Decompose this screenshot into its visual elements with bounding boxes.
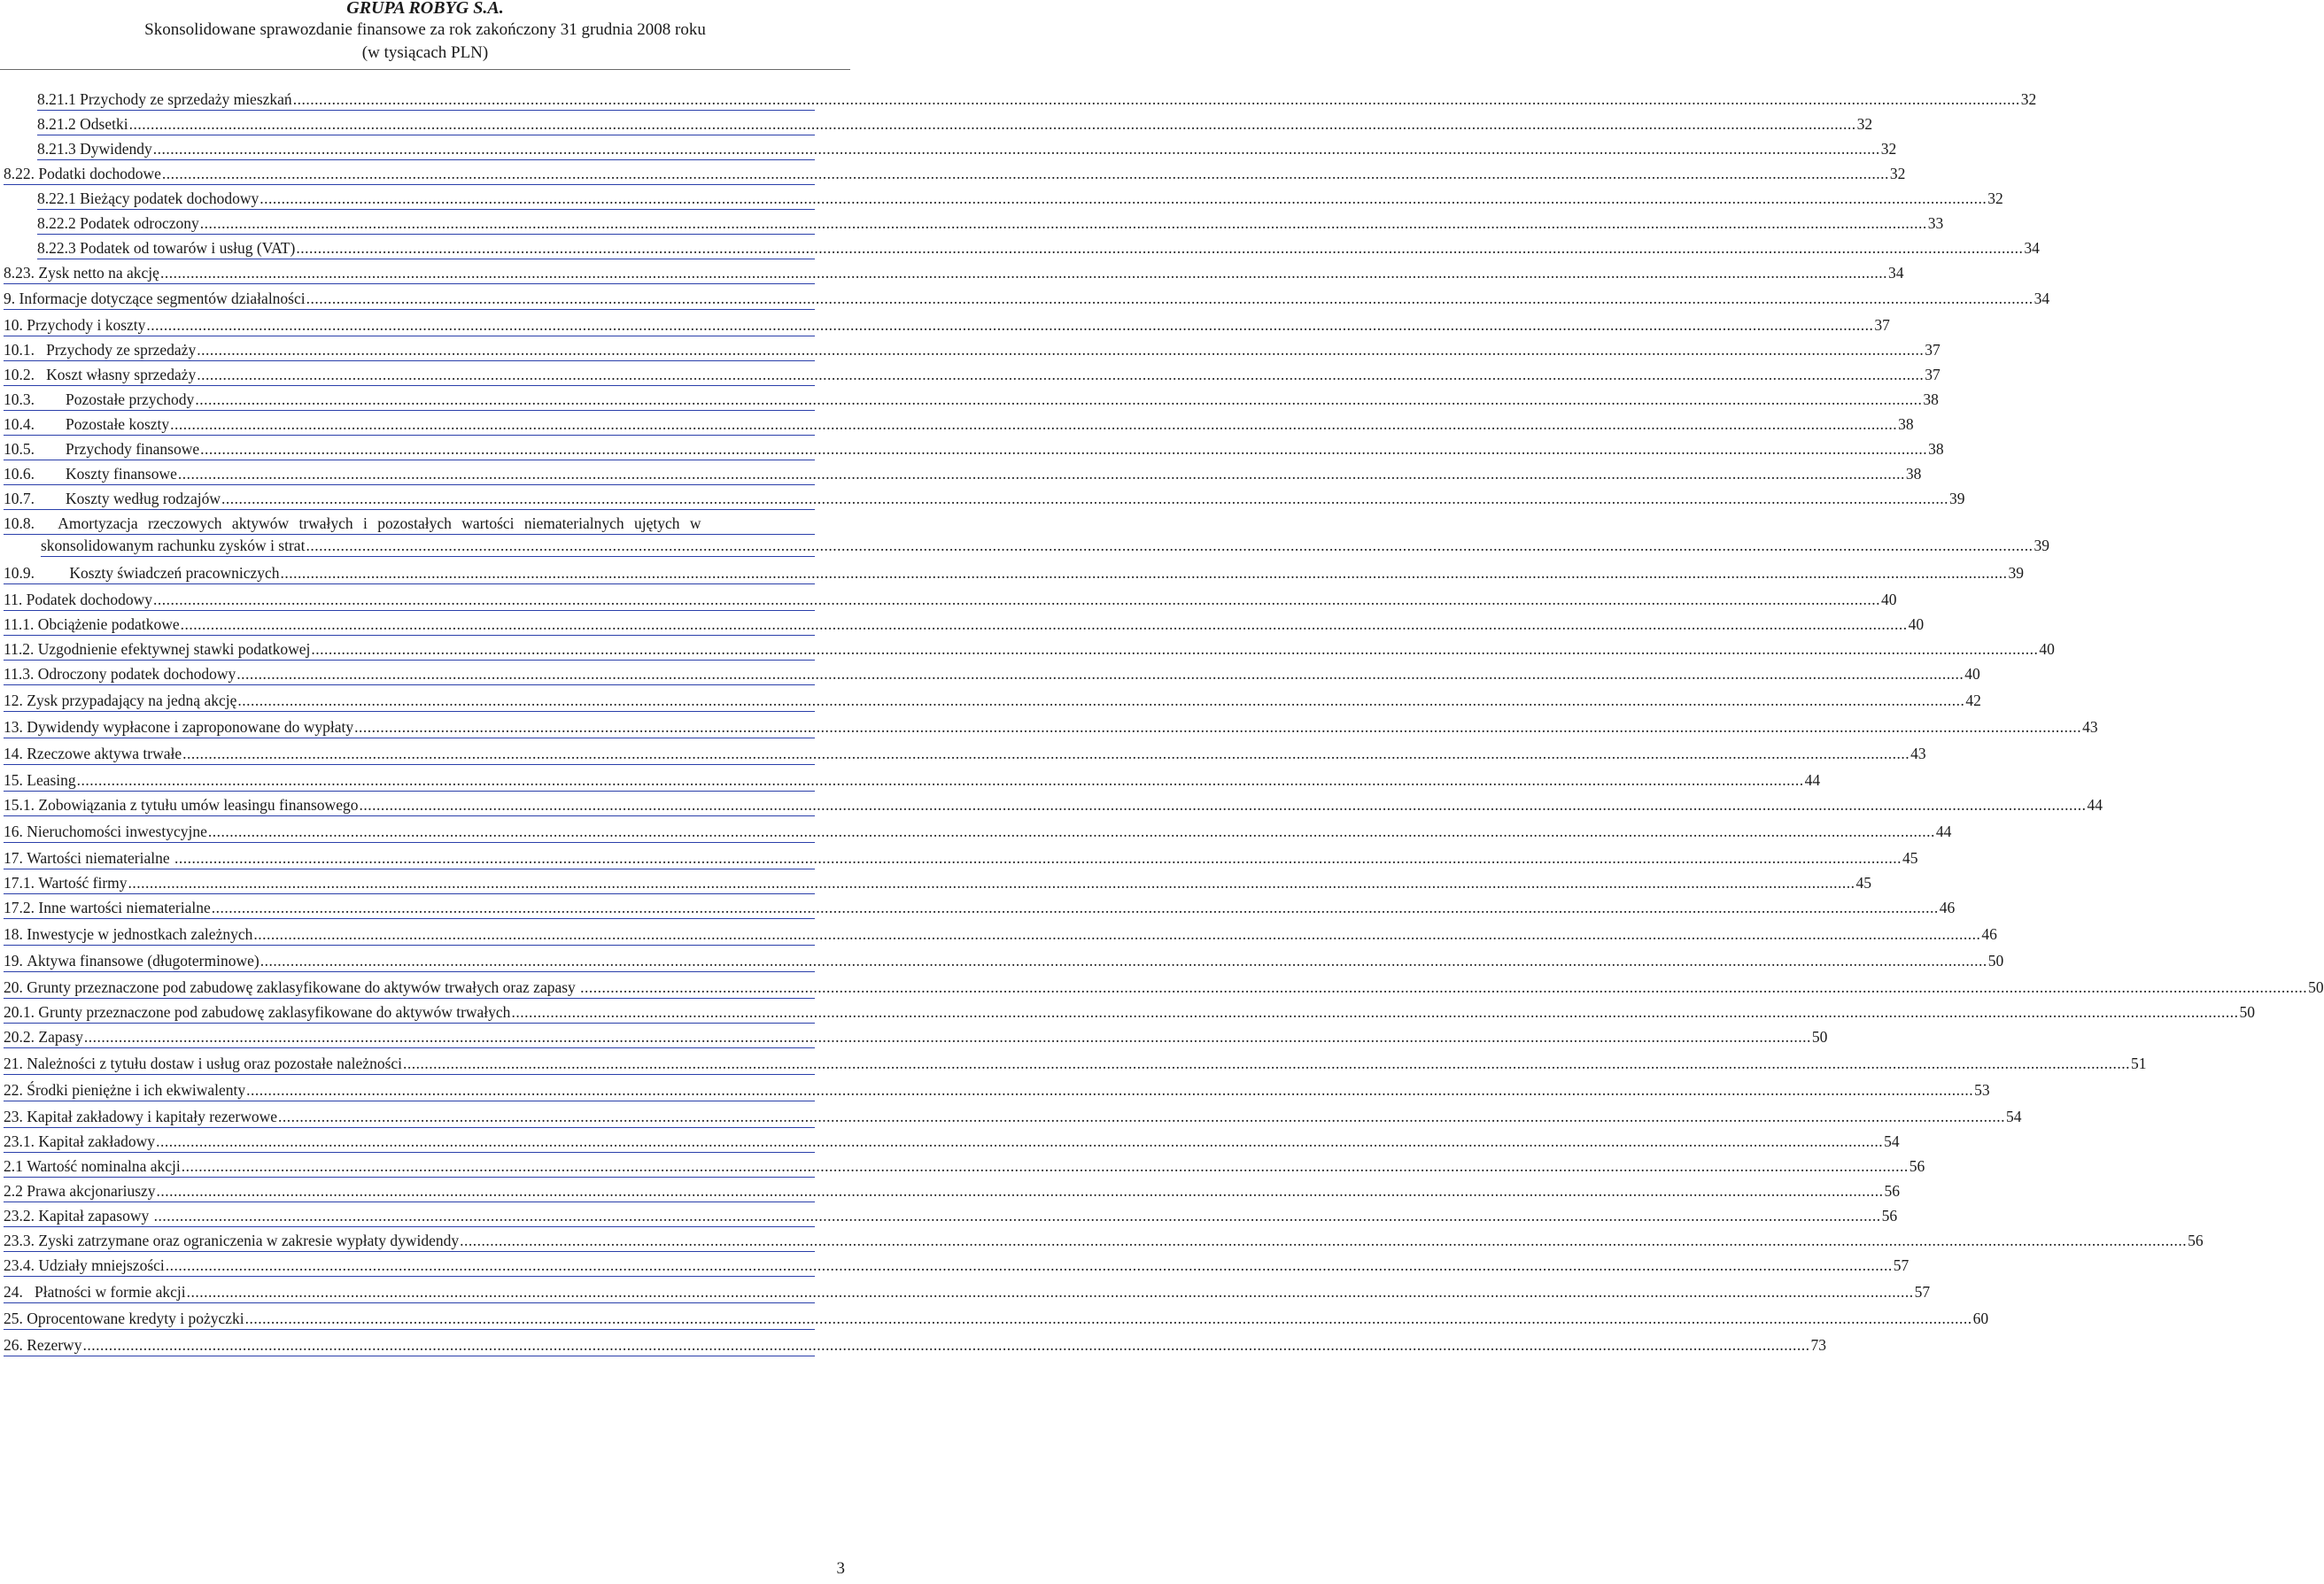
toc-leader-dots: ................................................................................................................................................................................................................................................................................................................................................................................................................ <box>152 140 1880 158</box>
toc-leader-dots: ................................................................................................................................................................................................................................................................................................................................................................................................................ <box>177 465 1905 483</box>
toc-entry-title: Aktywa finansowe (długoterminowe) <box>27 952 260 970</box>
toc-entry-page: 33 <box>1927 214 1944 232</box>
toc-leader-dots: ................................................................................................................................................................................................................................................................................................................................................................................................................ <box>246 1081 1974 1099</box>
toc-entry-title: Zobowiązania z tytułu umów leasingu finansowego <box>38 796 359 814</box>
toc-leader-dots: ................................................................................................................................................................................................................................................................................................................................................................................................................ <box>260 952 1987 970</box>
toc-entry[interactable] <box>4 1026 1828 1051</box>
toc-entry[interactable] <box>4 1281 1931 1306</box>
toc-leader-dots: ................................................................................................................................................................................................................................................................................................................................................................................................................ <box>354 718 2082 736</box>
toc-entry-page: 57 <box>1893 1256 1910 1274</box>
toc-entry[interactable] <box>4 1255 1910 1279</box>
toc-entry-title: Przychody finansowe <box>66 440 200 458</box>
toc-entry[interactable] <box>4 1205 1898 1230</box>
toc-leader-dots: ................................................................................................................................................................................................................................................................................................................................................................................................................ <box>260 189 1987 207</box>
toc-leader-dots: ................................................................................................................................................................................................................................................................................................................................................................................................................ <box>221 490 1948 507</box>
toc-entry-title: Prawa akcjonariuszy <box>27 1182 156 1200</box>
toc-entry-page: 56 <box>1909 1157 1925 1175</box>
toc-entry-title: Dywidendy <box>80 140 152 158</box>
toc-entry[interactable] <box>4 562 2024 587</box>
toc-entry-page: 57 <box>1914 1283 1931 1301</box>
toc-entry-number: 12. <box>4 692 27 709</box>
toc-leader-dots: ................................................................................................................................................................................................................................................................................................................................................................................................................ <box>460 1232 2188 1249</box>
toc-entry[interactable] <box>4 1230 2204 1255</box>
toc-entry-page: 45 <box>1902 849 1918 867</box>
toc-entry-title: Dywidendy wypłacone i zaproponowane do wypłaty <box>27 718 354 736</box>
toc-entry[interactable] <box>4 663 1980 688</box>
toc-entry-title: Udziały mniejszości <box>38 1256 165 1274</box>
toc-entry-page: 32 <box>2020 90 2037 108</box>
toc-entry-number: 10.3. <box>4 390 66 408</box>
toc-entry[interactable] <box>4 488 1965 513</box>
company-name: GRUPA ROBYG S.A. <box>346 0 504 18</box>
toc-entry-title: Bieżący podatek dochodowy <box>80 189 260 207</box>
toc-leader-dots: ................................................................................................................................................................................................................................................................................................................................................................................................................ <box>159 264 1887 282</box>
toc-entry[interactable] <box>37 188 2003 212</box>
toc-entry-number: 15. <box>4 771 27 789</box>
toc-entry-number: 10.8. <box>4 514 58 532</box>
toc-entry[interactable] <box>4 1001 2255 1026</box>
toc-entry-number: 10.7. <box>4 490 66 507</box>
toc-entry-page: 43 <box>2082 718 2098 736</box>
toc-entry[interactable] <box>4 821 1952 846</box>
toc-leader-dots: ................................................................................................................................................................................................................................................................................................................................................................................................................ <box>146 316 1874 334</box>
toc-leader-dots: ................................................................................................................................................................................................................................................................................................................................................................................................................ <box>174 849 1902 867</box>
toc-leader-dots: ................................................................................................................................................................................................................................................................................................................................................................................................................ <box>161 165 1889 182</box>
report-title: Skonsolidowane sprawozdanie finansowe za rok zakończony 31 grudnia 2008 roku <box>144 20 706 39</box>
toc-entry[interactable] <box>4 314 1890 339</box>
toc-entry-title: Wartość firmy <box>38 874 128 892</box>
toc-entry[interactable] <box>4 614 1925 638</box>
toc-entry-number: 10.5. <box>4 440 66 458</box>
toc-entry-page: 73 <box>1810 1336 1826 1354</box>
toc-leader-dots: ................................................................................................................................................................................................................................................................................................................................................................................................................ <box>292 90 2020 108</box>
toc-entry-page: 39 <box>2034 537 2049 554</box>
toc-leader-dots: ................................................................................................................................................................................................................................................................................................................................................................................................................ <box>359 796 2087 814</box>
toc-leader-dots: ................................................................................................................................................................................................................................................................................................................................................................................................................ <box>278 1108 2006 1125</box>
toc-entry-page: 32 <box>1987 189 2003 207</box>
toc-entry[interactable] <box>4 463 1922 488</box>
toc-entry-title: Kapitał zapasowy <box>38 1207 153 1225</box>
toc-entry-title: Pozostałe przychody <box>66 390 195 408</box>
toc-entry-title: Koszty finansowe <box>66 465 177 483</box>
toc-entry-title: Pozostałe koszty <box>66 415 170 433</box>
toc-entry-number: 20.2. <box>4 1028 39 1046</box>
toc-entry[interactable] <box>4 1180 1901 1205</box>
toc-entry-page: 34 <box>1887 264 1904 282</box>
toc-leader-dots: ................................................................................................................................................................................................................................................................................................................................................................................................................ <box>197 366 1925 383</box>
toc-entry[interactable] <box>4 1131 1900 1155</box>
toc-entry-number: 8.22.2 <box>37 214 81 232</box>
toc-entry[interactable] <box>4 950 2004 975</box>
toc-leader-dots: ................................................................................................................................................................................................................................................................................................................................................................................................................ <box>403 1055 2131 1072</box>
toc-entry-title: Koszty świadczeń pracowniczych <box>69 564 280 582</box>
toc-entry-title: Leasing <box>27 771 76 789</box>
toc-entry[interactable] <box>4 163 1906 188</box>
toc-leader-dots: ................................................................................................................................................................................................................................................................................................................................................................................................................ <box>244 1310 1972 1327</box>
toc-entry-number: 10.2. <box>4 366 47 383</box>
toc-entry-title: Obciążenie podatkowe <box>37 615 180 633</box>
toc-entry[interactable] <box>4 1053 2147 1078</box>
toc-leader-dots: ................................................................................................................................................................................................................................................................................................................................................................................................................ <box>156 1182 1884 1200</box>
toc-entry[interactable] <box>4 1334 1826 1359</box>
toc-leader-dots: ................................................................................................................................................................................................................................................................................................................................................................................................................ <box>153 591 1881 608</box>
toc-entry-page: 34 <box>2034 290 2050 307</box>
toc-entry-number: 17.1. <box>4 874 39 892</box>
toc-leader-dots: ................................................................................................................................................................................................................................................................................................................................................................................................................ <box>128 115 1856 133</box>
toc-entry[interactable] <box>4 794 2103 819</box>
toc-entry-title: Koszt własny sprzedaży <box>46 366 197 383</box>
toc-entry-title: Podatki dochodowe <box>38 165 161 182</box>
toc-entry-number: 23.3. <box>4 1232 39 1249</box>
toc-entry-title: Rzeczowe aktywa trwałe <box>27 745 182 762</box>
toc-leader-dots: ................................................................................................................................................................................................................................................................................................................................................................................................................ <box>181 1157 1909 1175</box>
toc-leader-dots: ................................................................................................................................................................................................................................................................................................................................................................................................................ <box>153 1207 1881 1225</box>
toc-entry-number: 10.6. <box>4 465 66 483</box>
toc-entry-title: Wartości niematerialne <box>27 849 174 867</box>
toc-leader-dots: ................................................................................................................................................................................................................................................................................................................................................................................................................ <box>253 925 1981 943</box>
toc-entry-number: 10.1. <box>4 341 47 359</box>
toc-entry-page: 38 <box>1898 415 1914 433</box>
toc-entry[interactable] <box>4 589 1897 614</box>
toc-entry-number: 8.22. <box>4 165 39 182</box>
toc-entry-number: 13. <box>4 718 27 736</box>
toc-leader-dots: ................................................................................................................................................................................................................................................................................................................................................................................................................ <box>180 615 1908 633</box>
toc-leader-dots: ................................................................................................................................................................................................................................................................................................................................................................................................................ <box>156 1132 1884 1150</box>
toc-entry-title: Inwestycje w jednostkach zależnych <box>27 925 253 943</box>
toc-entry-title: Podatek odroczony <box>80 214 199 232</box>
toc-leader-dots: ................................................................................................................................................................................................................................................................................................................................................................................................................ <box>197 341 1925 359</box>
toc-entry-number: 8.21.3 <box>37 140 81 158</box>
toc-entry-number: 23.2. <box>4 1207 39 1225</box>
toc-entry-page: 40 <box>1881 591 1897 608</box>
toc-entry-number: 2.1 <box>4 1157 27 1175</box>
currency-unit: (w tysiącach PLN) <box>361 43 489 62</box>
toc-entry-number: 8.21.2 <box>37 115 81 133</box>
toc-leader-dots: ................................................................................................................................................................................................................................................................................................................................................................................................................ <box>170 415 1898 433</box>
toc-entry-number: 18. <box>4 925 27 943</box>
toc-entry[interactable] <box>4 1079 1990 1104</box>
toc-entry-title: Odsetki <box>80 115 128 133</box>
toc-entry[interactable] <box>4 413 1914 438</box>
toc-entry[interactable] <box>4 1106 2022 1131</box>
toc-entry[interactable] <box>4 262 1904 287</box>
toc-entry-title: Przychody ze sprzedaży <box>46 341 197 359</box>
toc-entry[interactable] <box>37 113 1873 138</box>
toc-entry-page: 44 <box>2087 796 2103 814</box>
toc-entry-number: 10.4. <box>4 415 66 433</box>
toc-entry[interactable] <box>37 89 2037 113</box>
toc-entry-title: Nieruchomości inwestycyjne <box>27 823 207 840</box>
toc-leader-dots: ................................................................................................................................................................................................................................................................................................................................................................................................................ <box>580 978 2308 996</box>
toc-entry-number: 14. <box>4 745 27 762</box>
toc-leader-dots: ................................................................................................................................................................................................................................................................................................................................................................................................................ <box>186 1283 1914 1301</box>
toc-entry-title: Uzgodnienie efektywnej stawki podatkowej <box>37 640 311 658</box>
toc-entry-title: Koszty według rodzajów <box>66 490 221 507</box>
toc-entry[interactable] <box>4 1155 1925 1180</box>
toc-entry-number: 22. <box>4 1081 27 1099</box>
toc-leader-dots: ................................................................................................................................................................................................................................................................................................................................................................................................................ <box>195 390 1923 408</box>
toc-entry-title: Zysk netto na akcję <box>38 264 159 282</box>
toc-leader-dots: ................................................................................................................................................................................................................................................................................................................................................................................................................ <box>236 665 1964 683</box>
document-header <box>0 0 850 65</box>
toc-entry-page: 53 <box>1974 1081 1990 1099</box>
toc-entry-title: Inne wartości niematerialne <box>38 899 211 916</box>
toc-leader-dots: ................................................................................................................................................................................................................................................................................................................................................................................................................ <box>237 692 1965 709</box>
toc-entry[interactable] <box>4 288 2050 313</box>
toc-entry-number: 17. <box>4 849 27 867</box>
toc-entry-title: Kapitał zakładowy <box>38 1132 156 1150</box>
toc-entry-number: 8.23. <box>4 264 39 282</box>
toc-entry-number: 11.3. <box>4 665 38 683</box>
toc-entry-page: 40 <box>1908 615 1925 633</box>
toc-entry-number: 20. <box>4 978 27 996</box>
toc-entry-page: 51 <box>2131 1055 2147 1072</box>
toc-entry[interactable] <box>4 923 1997 948</box>
toc-entry-page: 37 <box>1874 316 1890 334</box>
toc-entry-page: 37 <box>1925 341 1941 359</box>
toc-entry-number: 10. <box>4 316 27 334</box>
toc-entry-page: 40 <box>1964 665 1980 683</box>
page-number: 3 <box>836 1559 845 1578</box>
toc-entry-number: 23. <box>4 1108 27 1125</box>
toc-entry[interactable] <box>4 769 1821 794</box>
toc-entry-page: 38 <box>1928 440 1944 458</box>
toc-entry-title: Amortyzacja rzeczowych aktywów trwałych i pozostałych wartości niematerialnych ujętych w <box>58 514 701 532</box>
toc-leader-dots: ................................................................................................................................................................................................................................................................................................................................................................................................................ <box>511 1003 2239 1021</box>
toc-leader-dots: ................................................................................................................................................................................................................................................................................................................................................................................................................ <box>311 640 2039 658</box>
toc-entry[interactable] <box>37 212 1944 237</box>
toc-entry-title: Podatek od towarów i usług (VAT) <box>80 239 296 257</box>
toc-entry[interactable] <box>4 638 2055 663</box>
toc-entry-number: 23.1. <box>4 1132 39 1150</box>
toc-entry[interactable] <box>37 237 2040 262</box>
toc-entry[interactable] <box>4 872 1872 897</box>
toc-leader-dots: ................................................................................................................................................................................................................................................................................................................................................................................................................ <box>83 1028 1811 1046</box>
toc-entry-page: 50 <box>2239 1003 2255 1021</box>
toc-entry[interactable] <box>4 513 2049 559</box>
toc-entry[interactable] <box>4 364 1941 389</box>
toc-entry-page: 56 <box>2188 1232 2204 1249</box>
toc-entry-page: 60 <box>1972 1310 1989 1327</box>
toc-leader-dots: ................................................................................................................................................................................................................................................................................................................................................................................................................ <box>128 874 1855 892</box>
toc-entry-page: 50 <box>1811 1028 1828 1046</box>
toc-entry-page: 46 <box>1981 925 1997 943</box>
toc-entry-title: Informacje dotyczące segmentów działalności <box>19 290 306 307</box>
toc-entry-page: 56 <box>1884 1182 1901 1200</box>
toc-entry-title: Oprocentowane kredyty i pożyczki <box>27 1310 244 1327</box>
toc-entry-page: 38 <box>1923 390 1939 408</box>
toc-entry-page: 39 <box>1948 490 1965 507</box>
toc-entry-page: 32 <box>1880 140 1897 158</box>
toc-entry-title: Grunty przeznaczone pod zabudowę zaklasyfikowane do aktywów trwałych <box>38 1003 511 1021</box>
toc-entry-number: 26. <box>4 1336 27 1354</box>
toc-entry-page: 38 <box>1905 465 1922 483</box>
toc-entry-page: 32 <box>1856 115 1873 133</box>
toc-entry-title: Rezerwy <box>27 1336 82 1354</box>
toc-entry-page: 54 <box>1884 1132 1900 1150</box>
toc-leader-dots: ................................................................................................................................................................................................................................................................................................................................................................................................................ <box>199 214 1927 232</box>
toc-entry-page: 43 <box>1910 745 1926 762</box>
toc-entry-title: Należności z tytułu dostaw i usług oraz pozostałe należności <box>27 1055 403 1072</box>
toc-entry-title: Płatności w formie akcji <box>35 1283 186 1301</box>
toc-entry-page: 45 <box>1855 874 1872 892</box>
toc-entry-page: 54 <box>2006 1108 2022 1125</box>
toc-entry[interactable] <box>4 438 1944 463</box>
toc-entry-number: 25. <box>4 1310 27 1327</box>
toc-entry-title: Odroczony podatek dochodowy <box>37 665 236 683</box>
toc-entry-title: Środki pieniężne i ich ekwiwalenty <box>27 1081 246 1099</box>
toc-leader-dots: ................................................................................................................................................................................................................................................................................................................................................................................................................ <box>82 1336 1810 1354</box>
toc-entry-number: 23.4. <box>4 1256 39 1274</box>
toc-entry-number: 8.22.1 <box>37 189 81 207</box>
toc-leader-dots: ................................................................................................................................................................................................................................................................................................................................................................................................................ <box>306 537 2034 554</box>
toc-entry[interactable] <box>4 847 1918 872</box>
toc-entry-number: 16. <box>4 823 27 840</box>
toc-entry-title: Przychody ze sprzedaży mieszkań <box>80 90 292 108</box>
toc-entry[interactable] <box>4 1308 1989 1333</box>
toc-entry-number: 10.9. <box>4 564 70 582</box>
toc-entry-number: 11.2. <box>4 640 38 658</box>
toc-entry-title: Grunty przeznaczone pod zabudowę zaklasyfikowane do aktywów trwałych oraz zapasy <box>27 978 580 996</box>
toc-entry-title: Wartość nominalna akcji <box>27 1157 181 1175</box>
toc-leader-dots: ................................................................................................................................................................................................................................................................................................................................................................................................................ <box>182 745 1910 762</box>
toc-entry-page: 42 <box>1965 692 1981 709</box>
toc-entry[interactable] <box>4 977 2324 1001</box>
toc-leader-dots: ................................................................................................................................................................................................................................................................................................................................................................................................................ <box>296 239 2024 257</box>
toc-leader-dots: ................................................................................................................................................................................................................................................................................................................................................................................................................ <box>211 899 1939 916</box>
toc-entry-page: 39 <box>2008 564 2024 582</box>
toc-entry[interactable] <box>4 389 1939 413</box>
toc-entry-number: 9. <box>4 290 19 307</box>
toc-entry[interactable] <box>4 716 2098 741</box>
toc-entry-page: 56 <box>1881 1207 1898 1225</box>
toc-entry[interactable] <box>37 138 1897 163</box>
toc-entry-number: 21. <box>4 1055 27 1072</box>
toc-entry-page: 32 <box>1889 165 1906 182</box>
toc-entry-title: Podatek dochodowy <box>26 591 153 608</box>
toc-entry-number: 24. <box>4 1283 35 1301</box>
toc-entry-number: 2.2 <box>4 1182 27 1200</box>
toc-entry-number: 11.1. <box>4 615 38 633</box>
toc-leader-dots: ................................................................................................................................................................................................................................................................................................................................................................................................................ <box>280 564 2008 582</box>
toc-entry-title: Zysk przypadający na jedną akcję <box>27 692 237 709</box>
toc-entry-title-continued: skonsolidowanym rachunku zysków i strat <box>41 537 306 554</box>
toc-entry-number: 11. <box>4 591 27 608</box>
toc-entry-page: 40 <box>2039 640 2055 658</box>
toc-leader-dots: ................................................................................................................................................................................................................................................................................................................................................................................................................ <box>207 823 1935 840</box>
toc-entry-page: 46 <box>1939 899 1956 916</box>
toc-entry-number: 20.1. <box>4 1003 39 1021</box>
toc-entry-title: Zapasy <box>38 1028 83 1046</box>
toc-entry-title: Kapitał zakładowy i kapitały rezerwowe <box>27 1108 278 1125</box>
toc-entry-page: 44 <box>1804 771 1821 789</box>
header-divider <box>0 69 850 70</box>
toc-entry[interactable] <box>4 897 1956 922</box>
toc-entry-title: Przychody i koszty <box>27 316 146 334</box>
toc-entry-number: 19. <box>4 952 27 970</box>
toc-entry[interactable] <box>4 743 1926 768</box>
toc-entry-page: 37 <box>1925 366 1941 383</box>
toc-entry-number: 8.22.3 <box>37 239 81 257</box>
toc-entry[interactable] <box>4 339 1941 364</box>
toc-leader-dots: ................................................................................................................................................................................................................................................................................................................................................................................................................ <box>306 290 2034 307</box>
toc-entry-title: Zyski zatrzymane oraz ograniczenia w zakresie wypłaty dywidendy <box>38 1232 460 1249</box>
toc-entry-page: 44 <box>1935 823 1952 840</box>
toc-leader-dots: ................................................................................................................................................................................................................................................................................................................................................................................................................ <box>165 1256 1893 1274</box>
toc-entry-number: 17.2. <box>4 899 39 916</box>
toc-entry-number: 8.21.1 <box>37 90 81 108</box>
toc-entry[interactable] <box>4 690 1981 715</box>
toc-entry-number: 15.1. <box>4 796 39 814</box>
toc-entry-page: 50 <box>2308 978 2324 996</box>
toc-entry-page: 50 <box>1987 952 2004 970</box>
toc-leader-dots: ................................................................................................................................................................................................................................................................................................................................................................................................................ <box>76 771 1804 789</box>
toc-entry-page: 34 <box>2024 239 2040 257</box>
toc-leader-dots: ................................................................................................................................................................................................................................................................................................................................................................................................................ <box>200 440 1928 458</box>
